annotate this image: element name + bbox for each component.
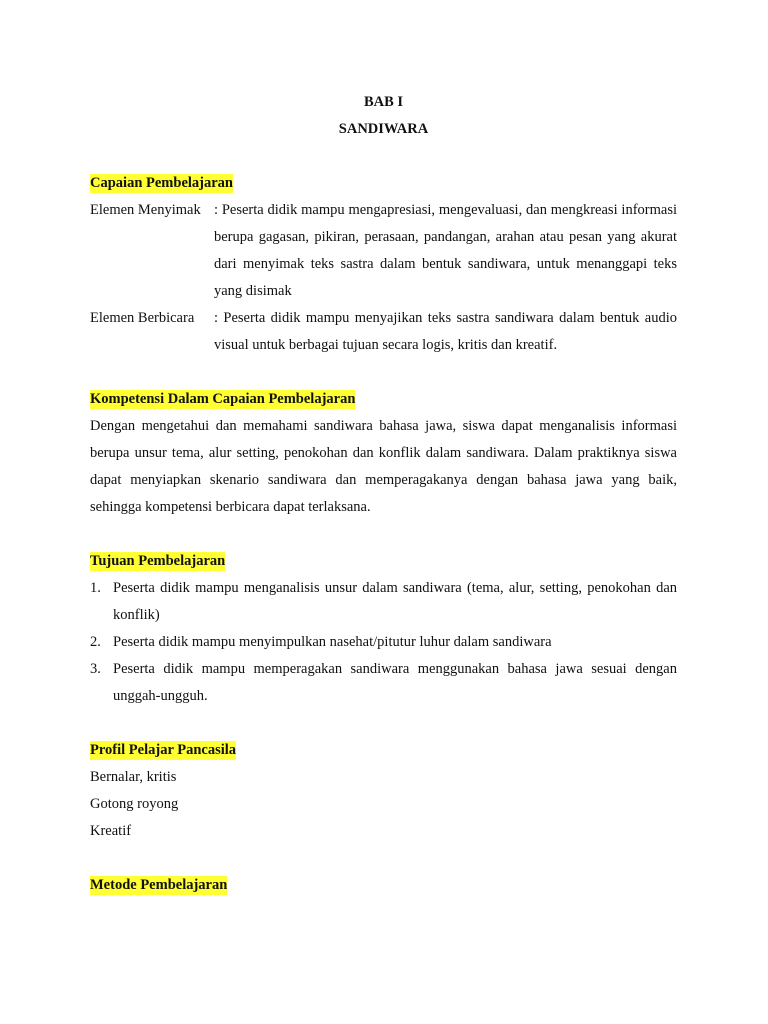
capaian-heading <box>90 170 677 197</box>
profil-item: Bernalar, kritis <box>90 769 177 785</box>
spacer <box>90 521 677 548</box>
document-title: SANDIWARA <box>338 121 429 137</box>
metode-heading <box>90 872 677 899</box>
kompetensi-paragraph: Dengan mengetahui dan memahami sandiwara bahasa jawa, siswa dapat menganalisis informasi berupa unsur tema, alur setting, penokohan dan konflik dalam sandiwara. Dalam praktiknya siswa dapat menyiapkan skenario sandiwara dan memperagakanya dengan bahasa jawa yang baik, sehingga kompetensi berbicara dapat terlaksana. <box>90 418 677 515</box>
profil-heading <box>90 737 677 764</box>
spacer <box>90 143 677 170</box>
list-item-number: 1. <box>90 580 101 596</box>
element-label-berbicara: Elemen Berbicara <box>90 310 195 326</box>
element-row-menyimak <box>90 197 677 305</box>
metode-heading-text: Metode Pembelajaran <box>90 877 228 893</box>
element-text-berbicara: : Peserta didik mampu menyajikan teks sastra sandiwara dalam bentuk audio visual untuk berbagai tujuan secara logis, kritis dan kreatif. <box>214 310 677 353</box>
list-item-number: 3. <box>90 661 101 677</box>
list-item-text: Peserta didik mampu menganalisis unsur dalam sandiwara (tema, alur, setting, penokohan dan konflik) <box>113 580 677 623</box>
profil-item: Gotong royong <box>90 796 179 812</box>
kompetensi-heading <box>90 386 677 413</box>
tujuan-heading-text: Tujuan Pembelajaran <box>90 553 226 569</box>
element-label-menyimak: Elemen Menyimak <box>90 202 201 218</box>
spacer <box>90 359 677 386</box>
chapter-label: BAB I <box>363 94 404 110</box>
element-text-menyimak: : Peserta didik mampu mengapresiasi, mengevaluasi, dan mengkreasi informasi berupa gagasan, pikiran, perasaan, pandangan, arahan atau pesan yang akurat dari menyimak teks sastra dalam bentuk sandiwara, untuk menanggapi teks yang disimak <box>214 202 677 299</box>
document-page <box>90 0 677 1024</box>
top-margin <box>90 0 677 89</box>
capaian-heading-text: Capaian Pembelajaran <box>90 175 233 191</box>
list-item-text: Peserta didik mampu memperagakan sandiwara menggunakan bahasa jawa sesuai dengan unggah-ungguh. <box>113 661 677 704</box>
spacer <box>90 710 677 737</box>
element-row-berbicara <box>90 305 677 359</box>
profil-item: Kreatif <box>90 823 132 839</box>
list-item-number: 2. <box>90 634 101 650</box>
kompetensi-heading-text: Kompetensi Dalam Capaian Pembelajaran <box>90 391 356 407</box>
list-item <box>90 575 677 629</box>
list-item-text: Peserta didik mampu menyimpulkan nasehat/pitutur luhur dalam sandiwara <box>113 634 552 650</box>
tujuan-heading <box>90 548 677 575</box>
profil-heading-text: Profil Pelajar Pancasila <box>90 742 237 758</box>
list-item <box>90 656 677 710</box>
spacer <box>90 845 677 872</box>
list-item <box>90 629 677 656</box>
